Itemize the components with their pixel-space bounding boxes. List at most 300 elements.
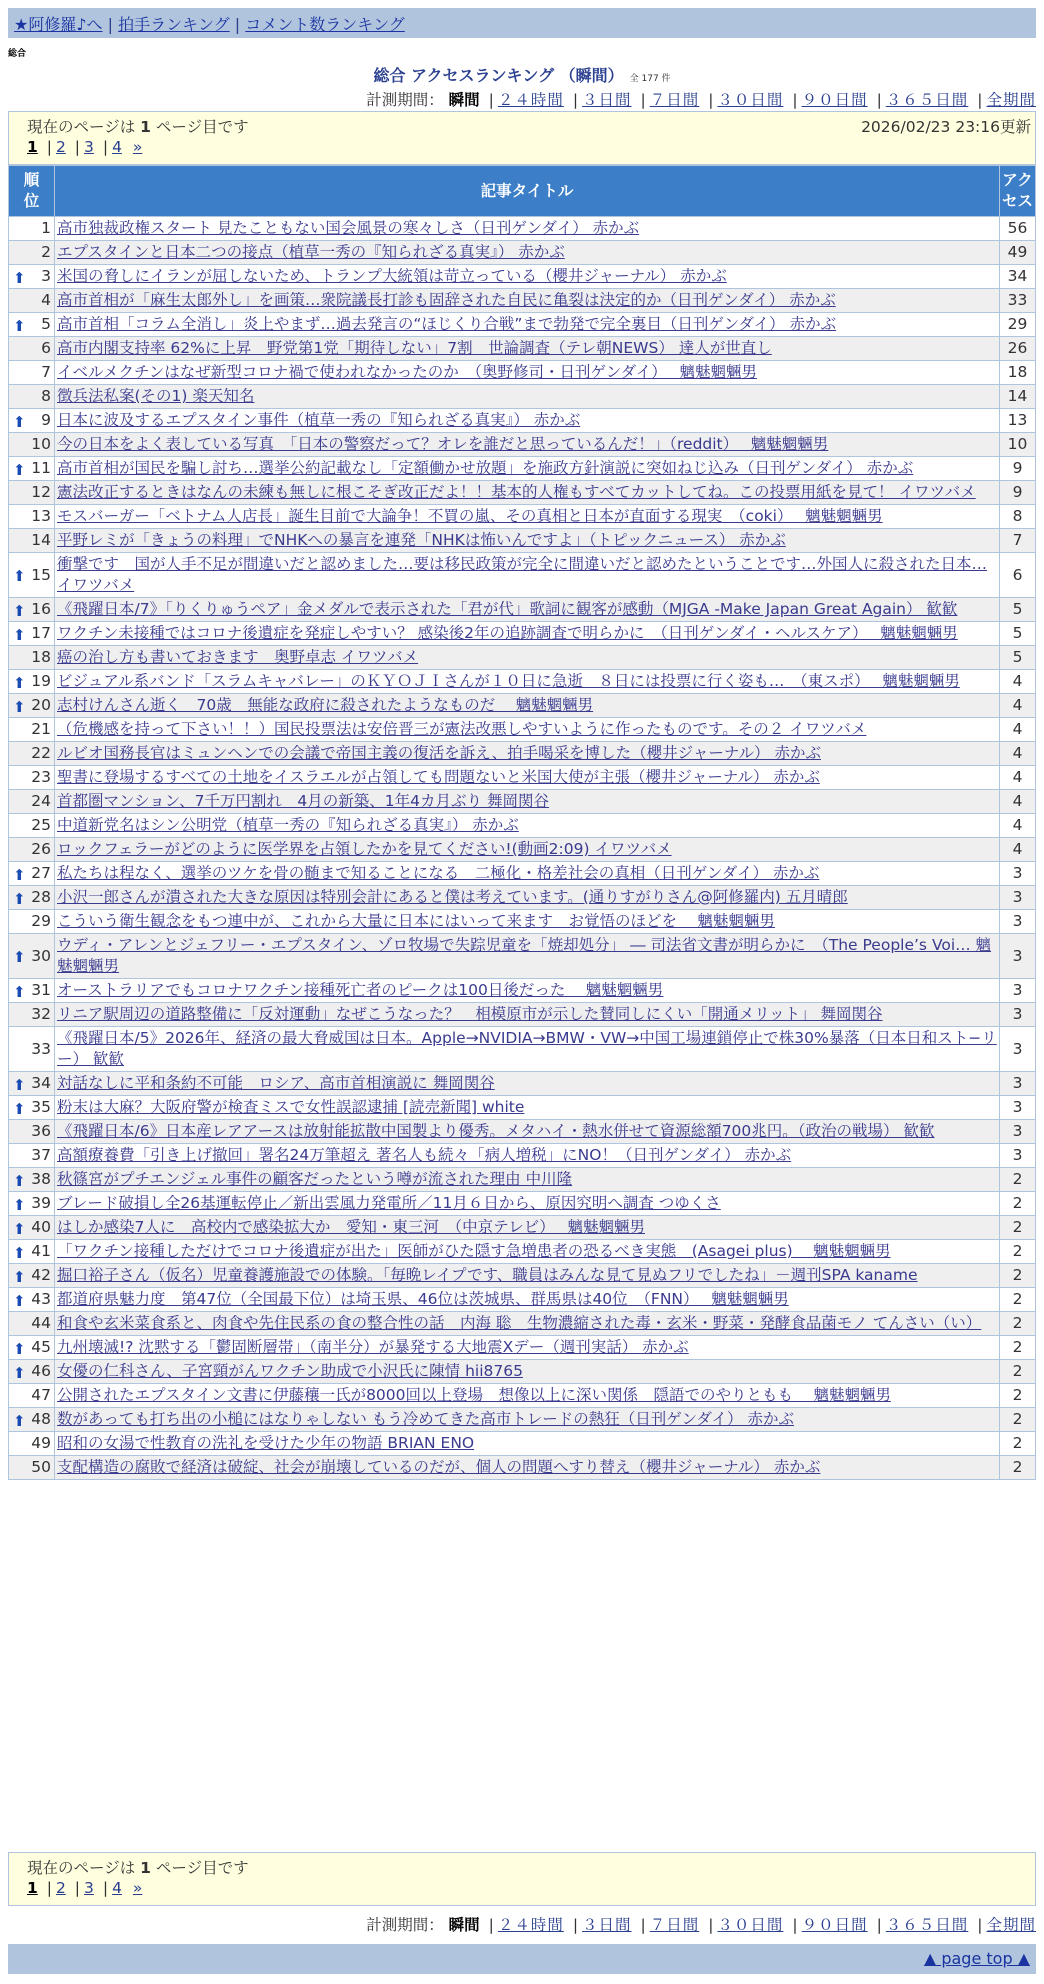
period-link-7d[interactable]: ７日間 [649, 1916, 700, 1934]
rank-cell [9, 622, 55, 646]
article-title-link[interactable]: 志村けんさん逝く 70歳 無能な政府に殺されたようなものだ 魑魅魍魎男 [57, 696, 594, 714]
nav-link-comment-ranking[interactable]: コメント数ランキング [245, 15, 405, 34]
title-cell [55, 1168, 1000, 1192]
rank-up-arrow-icon: ⬆ [13, 948, 26, 966]
article-title-link[interactable]: 首都圏マンション、7千万円割れ 4月の新築、1年4カ月ぶり 舞岡関谷 [57, 792, 549, 810]
article-title-link[interactable]: 私たちは程なく、選挙のツケを骨の髄まで知ることになる 二極化・格差社会の真相（日刊ゲンダイ） 赤かぶ [57, 864, 820, 882]
access-count: 2 [1000, 1264, 1036, 1288]
article-title-link[interactable]: 徴兵法私案(その1) 楽天知名 [57, 387, 255, 405]
table-row [9, 217, 1036, 241]
rank-number: 46 [31, 1362, 51, 1380]
title-cell [55, 1003, 1000, 1027]
rank-number: 28 [31, 888, 51, 906]
page-info-top [8, 111, 1036, 165]
rank-cell [9, 409, 55, 433]
table-row [9, 838, 1036, 862]
access-count: 3 [1000, 1072, 1036, 1096]
access-count: 3 [1000, 886, 1036, 910]
rank-up-arrow-icon: ⬆ [13, 625, 26, 644]
table-row [9, 766, 1036, 790]
rank-number: 16 [31, 600, 51, 618]
title-cell [55, 1192, 1000, 1216]
rank-cell [9, 1120, 55, 1144]
title-cell [55, 814, 1000, 838]
rank-number: 41 [31, 1242, 51, 1260]
rank-cell [9, 289, 55, 313]
title-cell [55, 553, 1000, 598]
pager-current: 1 [27, 138, 38, 156]
article-title-link[interactable]: 憲法改正するときはなんの未練も無しに根こそぎ改正だよ！！基本的人権もすべてカットしてね。この投票用紙を見て！ イワツバメ [57, 483, 976, 501]
rank-cell [9, 766, 55, 790]
rank-up-arrow-icon: ⬆ [13, 1195, 26, 1214]
pager-link-4[interactable]: 4 [112, 138, 122, 156]
rank-number: 14 [31, 531, 51, 549]
title-cell [55, 529, 1000, 553]
rank-cell [9, 361, 55, 385]
table-row [9, 433, 1036, 457]
table-row [9, 1003, 1036, 1027]
article-title-link[interactable]: 高額療養費「引き上げ撤回」署名24万筆超え 著名人も続々「病人増税」にNO！（日刊ゲンダイ） 赤かぶ [57, 1146, 792, 1164]
article-title-link[interactable]: 高市独裁政権スタート 見たこともない国会風景の寒々しさ（日刊ゲンダイ） 赤かぶ [57, 219, 640, 237]
rank-number: 19 [31, 672, 51, 690]
access-count: 10 [1000, 433, 1036, 457]
rank-up-arrow-icon: ⬆ [13, 1267, 26, 1286]
article-title-link[interactable]: リニア駅周辺の道路整備に「反対運動」なぜこうなった？ 相模原市が示した賛同しにくい「開通メリット」 舞岡関谷 [57, 1005, 883, 1023]
rank-number: 3 [41, 267, 51, 285]
article-title-link[interactable]: 九州壊滅!? 沈黙する「鬱固断層帯」（南半分）が暴発する大地震Xデー（週刊実話） 赤かぶ [57, 1338, 689, 1356]
section-label: 総合 [8, 49, 27, 59]
rank-number: 4 [41, 291, 51, 309]
article-title-link[interactable]: 癌の治し方も書いておきます 奥野卓志 イワツバメ [57, 648, 419, 666]
pager-link-3[interactable]: 3 [84, 1879, 94, 1897]
access-count: 56 [1000, 217, 1036, 241]
access-count: 4 [1000, 766, 1036, 790]
rank-cell [9, 1216, 55, 1240]
title-cell [55, 886, 1000, 910]
article-title-link[interactable]: 高市首相が国民を騙し討ち…選挙公約記載なし「定額働かせ放題」を施政方針演説に突如ねじ込み（日刊ゲンダイ） 赤かぶ [57, 459, 914, 477]
rank-number: 33 [31, 1039, 51, 1058]
title-cell [55, 1432, 1000, 1456]
period-label: 計測期間： [366, 1916, 444, 1934]
rank-number: 6 [41, 339, 51, 357]
article-title-link[interactable]: はしか感染7人に 高校内で感染拡大か 愛知・東三河 （中京テレビ） 魑魅魍魎男 [57, 1218, 645, 1236]
table-row [9, 646, 1036, 670]
table-row [9, 481, 1036, 505]
rank-number: 31 [31, 981, 51, 999]
rank-cell [9, 1072, 55, 1096]
rank-cell [9, 814, 55, 838]
rank-cell [9, 241, 55, 265]
article-title-link[interactable]: モスバーガー「ベトナム人店長」誕生目前で大論争！不買の嵐、その真相と日本が直面する現実 （coki） 魑魅魍魎男 [57, 507, 883, 525]
col-header-title: 記事タイトル [55, 166, 1000, 217]
rank-number: 48 [31, 1410, 51, 1428]
article-title-link[interactable]: 《飛躍日本/6》日本産レアアースは放射能拡散中国製より優秀。メタハイ・熱水併せて資源総額700兆円。（政治の戦場） 歓歓 [57, 1122, 935, 1140]
article-title-link[interactable]: 掘口裕子さん（仮名）児童養護施設での体験。「毎晩レイプです、職員はみんな見て見ぬフリでしたね」－週刊SPA kaname [57, 1266, 918, 1284]
table-row [9, 409, 1036, 433]
article-title-link[interactable]: ビジュアル系バンド「スラムキャバレー」のＫＹＯＪＩさんが１０日に急逝 ８日には投票に行く姿も… （東スポ） 魑魅魍魎男 [57, 672, 960, 690]
article-title-link[interactable]: 都道府県魅力度 第47位（全国最下位）は埼玉県、46位は茨城県、群馬県は40位 （FNN） 魑魅魍魎男 [57, 1290, 789, 1308]
rank-cell [9, 1192, 55, 1216]
table-row [9, 886, 1036, 910]
pager-next[interactable]: » [132, 138, 143, 156]
rank-cell [9, 1264, 55, 1288]
title-cell [55, 385, 1000, 409]
article-title-link[interactable]: ロックフェラーがどのように医学界を占領したかを見てください!(動画2:09) イワツバメ [57, 840, 672, 858]
title-cell [55, 1240, 1000, 1264]
rank-number: 45 [31, 1338, 51, 1356]
rank-up-arrow-icon: ⬆ [13, 567, 26, 585]
rank-cell [9, 1384, 55, 1408]
period-link-all[interactable]: 全期間 [986, 1916, 1036, 1934]
article-title-link[interactable]: 日本に波及するエプスタイン事件（植草一秀の『知られざる真実』） 赤かぶ [57, 411, 581, 429]
rank-cell [9, 742, 55, 766]
access-count: 3 [1000, 862, 1036, 886]
table-row [9, 742, 1036, 766]
rank-up-arrow-icon: ⬆ [13, 412, 26, 431]
article-title-link[interactable]: 《飛躍日本/5》2026年、経済の最大脅威国は日本。Apple→NVIDIA→BMW・VW→中国工場連鎖停止で株30%暴落（日本日和スト−リー） 歓歓 [57, 1029, 997, 1068]
rank-number: 50 [31, 1458, 51, 1476]
table-row [9, 814, 1036, 838]
access-count: 3 [1000, 1027, 1036, 1072]
period-link-90d[interactable]: ９０日間 [801, 1916, 868, 1934]
table-row [9, 718, 1036, 742]
access-count: 5 [1000, 622, 1036, 646]
table-row [9, 1072, 1036, 1096]
col-header-access: アクセス [1000, 166, 1036, 217]
title-cell [55, 862, 1000, 886]
rank-number: 1 [41, 219, 51, 237]
table-row [9, 265, 1036, 289]
access-count: 9 [1000, 457, 1036, 481]
rank-number: 32 [31, 1005, 51, 1023]
rank-cell [9, 694, 55, 718]
pager-link-3[interactable]: 3 [84, 138, 94, 156]
period-selector-bottom: 計測期間： 瞬間 | ２４時間 | ３日間 | ７日間 | ３０日間 | ９０日間 | ３６５日間 | 全期間 [366, 1916, 1036, 1934]
article-title-link[interactable]: ルビオ国務長官はミュンヘンでの会議で帝国主義の復活を訴え、拍手喝采を博した（櫻井ジャーナル） 赤かぶ [57, 744, 821, 762]
table-row [9, 337, 1036, 361]
pager-link-2[interactable]: 2 [55, 138, 66, 156]
nav-link-asyura[interactable]: ★阿修羅♪へ [14, 15, 103, 34]
access-count: 2 [1000, 1336, 1036, 1360]
rank-cell [9, 598, 55, 622]
rank-number: 21 [31, 720, 51, 738]
table-row [9, 1192, 1036, 1216]
article-title-link[interactable]: こういう衛生観念をもつ連中が、これから大量に日本にはいって来ます お覚悟のほどを 魑魅魍魎男 [57, 912, 775, 930]
title-cell [55, 1264, 1000, 1288]
rank-number: 43 [31, 1290, 51, 1308]
updated-timestamp: 2026/02/23 23:16更新 [861, 118, 1031, 136]
rank-cell [9, 457, 55, 481]
article-title-link[interactable]: ウディ・アレンとジェフリー・エプスタイン、ゾロ牧場で失踪児童を「焼却処分」 ― 司法省文書が明らかに （The People’s Voi… 魑魅魍魎男 [57, 936, 992, 975]
access-count: 29 [1000, 313, 1036, 337]
article-title-link[interactable]: オーストラリアでもコロナワクチン接種死亡者のピークは100日後だった 魑魅魍魎男 [57, 981, 664, 999]
table-row [9, 1264, 1036, 1288]
rank-up-arrow-icon: ⬆ [13, 1099, 26, 1118]
rank-cell [9, 979, 55, 1003]
article-title-link[interactable]: イベルメクチンはなぜ新型コロナ禍で使われなかったのか （奥野修司・日刊ゲンダイ） 魑魅魍魎男 [57, 363, 757, 381]
title-cell [55, 1096, 1000, 1120]
title-cell [55, 1027, 1000, 1072]
rank-up-arrow-icon: ⬆ [13, 673, 26, 692]
rank-number: 11 [31, 459, 51, 477]
period-selector-top: 計測期間： 瞬間 | ２４時間 | ３日間 | ７日間 | ３０日間 | ９０日間 | ３６５日間 | 全期間 [366, 91, 1036, 109]
article-title-link[interactable]: 昭和の女湯で性教育の洗礼を受けた少年の物語 BRIAN ENO [57, 1434, 475, 1452]
access-count: 3 [1000, 1120, 1036, 1144]
access-count: 26 [1000, 337, 1036, 361]
title-cell [55, 409, 1000, 433]
access-count: 5 [1000, 598, 1036, 622]
title-cell [55, 265, 1000, 289]
access-count: 3 [1000, 910, 1036, 934]
bottom-bar [8, 1944, 1036, 1974]
ranking-table-body [9, 217, 1036, 1480]
rank-up-arrow-icon: ⬆ [13, 982, 26, 1001]
article-title-link[interactable]: 聖書に登場するすべての土地をイスラエルが占領しても問題ないと米国大使が主張（櫻井ジャーナル） 赤かぶ [57, 768, 820, 786]
article-title-link[interactable]: 数があっても打ち出の小槌にはなりゃしない もう冷めてきた高市トレードの熱狂（日刊ゲンダイ） 赤かぶ [57, 1410, 794, 1428]
title-cell [55, 934, 1000, 979]
rank-cell [9, 646, 55, 670]
article-title-link[interactable]: 米国の脅しにイランが屈しないため、トランプ大統領は苛立っている（櫻井ジャーナル） 赤かぶ [57, 267, 727, 285]
table-row [9, 1120, 1036, 1144]
access-count: 2 [1000, 1360, 1036, 1384]
rank-number: 27 [31, 864, 51, 882]
title-cell [55, 289, 1000, 313]
title-cell [55, 1360, 1000, 1384]
access-count: 2 [1000, 1192, 1036, 1216]
table-row [9, 241, 1036, 265]
rank-up-arrow-icon: ⬆ [13, 1291, 26, 1310]
rank-up-arrow-icon: ⬆ [13, 697, 26, 716]
rank-cell [9, 1456, 55, 1480]
page-info-bottom [8, 1852, 1036, 1906]
access-count: 8 [1000, 505, 1036, 529]
rank-cell [9, 1360, 55, 1384]
period-link-30d[interactable]: ３０日間 [717, 91, 784, 109]
access-count: 2 [1000, 1288, 1036, 1312]
table-row [9, 1432, 1036, 1456]
rank-cell [9, 1168, 55, 1192]
access-count: 49 [1000, 241, 1036, 265]
period-link-365d[interactable]: ３６５日間 [885, 91, 969, 109]
period-label: 計測期間： [366, 91, 444, 109]
article-title-link[interactable]: 高市首相が「麻生太郎外し」を画策…衆院議長打診も固辞された自民に亀裂は決定的か（日刊ゲンダイ） 赤かぶ [57, 291, 836, 309]
pager-next[interactable]: » [132, 1879, 143, 1897]
article-title-link[interactable]: 粉末は大麻？大阪府警が検査ミスで女性誤認逮捕 [読売新聞] white [57, 1098, 525, 1116]
period-link-all[interactable]: 全期間 [986, 91, 1036, 109]
ranking-table [8, 165, 1036, 1480]
article-title-link[interactable]: （危機感を持って下さい！！）国民投票法は安倍晋三が憲法改悪しやすいように作ったものです。その２ イワツバメ [57, 720, 867, 738]
access-count: 3 [1000, 1003, 1036, 1027]
rank-cell [9, 1003, 55, 1027]
title-cell [55, 598, 1000, 622]
article-title-link[interactable]: ワクチン未接種ではコロナ後遺症を発症しやすい？ 感染後2年の追跡調査で明らかに （日刊ゲンダイ・ヘルスケア） 魑魅魍魎男 [57, 624, 958, 642]
article-title-link[interactable]: 和食や玄米菜食系と、肉食や先住民系の食の整合性の話 内海 聡 生物濃縮された毒・玄米・野菜・発酵食品菌モノ てんさい（い） [57, 1314, 982, 1332]
table-row [9, 694, 1036, 718]
rank-number: 36 [31, 1122, 51, 1140]
rank-number: 12 [31, 483, 51, 501]
rank-number: 23 [31, 768, 51, 786]
access-count: 33 [1000, 289, 1036, 313]
period-link-24h[interactable]: ２４時間 [497, 1916, 564, 1934]
table-row [9, 457, 1036, 481]
rank-number: 25 [31, 816, 51, 834]
period-link-24h[interactable]: ２４時間 [497, 91, 564, 109]
article-title-link[interactable]: 支配構造の腐敗で経済は破綻、社会が崩壊しているのだが、個人の問題へすり替え（櫻井ジャーナル） 赤かぶ [57, 1458, 821, 1476]
table-row [9, 529, 1036, 553]
period-link-3d[interactable]: ３日間 [582, 91, 632, 109]
rank-number: 39 [31, 1194, 51, 1212]
rank-cell [9, 1336, 55, 1360]
rank-number: 7 [41, 363, 51, 381]
title-cell [55, 694, 1000, 718]
period-current: 瞬間 [448, 1916, 480, 1934]
rank-number: 20 [31, 696, 51, 714]
rank-cell [9, 529, 55, 553]
rank-number: 9 [41, 411, 51, 429]
table-row [9, 1240, 1036, 1264]
rank-cell [9, 1240, 55, 1264]
rank-number: 10 [31, 435, 51, 453]
access-count: 4 [1000, 742, 1036, 766]
title-cell [55, 505, 1000, 529]
rank-number: 40 [31, 1218, 51, 1236]
rank-cell [9, 385, 55, 409]
table-row [9, 385, 1036, 409]
page-info-text: 現在のページは 1 ページ目です [27, 118, 249, 136]
rank-up-arrow-icon: ⬆ [13, 1243, 26, 1262]
rank-cell [9, 505, 55, 529]
access-count: 2 [1000, 1240, 1036, 1264]
article-title-link[interactable]: 衝撃です 国が人手不足が間違いだと認めました…要は移民政策が完全に間違いだと認めたということです…外国人に殺された日本… イワツバメ [57, 555, 988, 594]
title-cell [55, 622, 1000, 646]
access-count: 4 [1000, 838, 1036, 862]
period-link-365d[interactable]: ３６５日間 [885, 1916, 969, 1934]
table-row [9, 1096, 1036, 1120]
rank-up-arrow-icon: ⬆ [13, 316, 26, 335]
access-count: 5 [1000, 646, 1036, 670]
rank-cell [9, 217, 55, 241]
period-link-3d[interactable]: ３日間 [582, 1916, 632, 1934]
table-header-row [9, 166, 1036, 217]
pager-link-4[interactable]: 4 [112, 1879, 122, 1897]
rank-cell [9, 1312, 55, 1336]
rank-cell [9, 265, 55, 289]
access-count: 2 [1000, 1408, 1036, 1432]
rank-number: 13 [31, 507, 51, 525]
article-title-link[interactable]: 高市首相「コラム全消し」炎上やまず…過去発言の“ほじくり合戦”まで勃発で完全裏目（日刊ゲンダイ） 赤かぶ [57, 315, 837, 333]
title-cell [55, 337, 1000, 361]
title-cell [55, 766, 1000, 790]
access-count: 4 [1000, 814, 1036, 838]
table-row [9, 313, 1036, 337]
article-title-link[interactable]: 「ワクチン接種しただけでコロナ後遺症が出た」医師がひた隠す急増患者の恐るべき実態 (Asagei plus) 魑魅魍魎男 [57, 1242, 891, 1260]
rank-cell [9, 862, 55, 886]
rank-cell [9, 1027, 55, 1072]
access-count: 2 [1000, 1216, 1036, 1240]
table-row [9, 289, 1036, 313]
access-count: 6 [1000, 553, 1036, 598]
rank-up-arrow-icon: ⬆ [13, 865, 26, 884]
table-row [9, 1456, 1036, 1480]
rank-cell [9, 313, 55, 337]
period-link-7d[interactable]: ７日間 [649, 91, 700, 109]
article-title-link[interactable]: エプスタインと日本二つの接点（植草一秀の『知られざる真実』） 赤かぶ [57, 243, 565, 261]
table-row [9, 505, 1036, 529]
pager-link-2[interactable]: 2 [55, 1879, 66, 1897]
table-row [9, 598, 1036, 622]
title-cell [55, 433, 1000, 457]
title-cell [55, 1456, 1000, 1480]
rank-number: 24 [31, 792, 51, 810]
table-row [9, 670, 1036, 694]
access-count: 7 [1000, 529, 1036, 553]
rank-number: 44 [31, 1314, 51, 1332]
access-count: 2 [1000, 1168, 1036, 1192]
table-row [9, 1312, 1036, 1336]
page-top-link[interactable]: ▲ page top ▲ [923, 1949, 1030, 1968]
table-row [9, 979, 1036, 1003]
article-title-link[interactable]: 小沢一郎さんが潰された大きな原因は特別会計にあると僕は考えています。(通りすがりさん@阿修羅内) 五月晴郎 [57, 888, 848, 906]
nav-separator: | [107, 15, 119, 34]
article-title-link[interactable]: 今の日本をよく表している写真 「日本の警察だって？オレを誰だと思っているんだ！」（reddit） 魑魅魍魎男 [57, 435, 829, 453]
rank-number: 42 [31, 1266, 51, 1284]
article-title-link[interactable]: 秋篠宮がプチエンジェル事件の顧客だったという噂が流された理由 中川隆 [57, 1170, 573, 1188]
table-row [9, 1288, 1036, 1312]
rank-up-arrow-icon: ⬆ [13, 1411, 26, 1430]
article-title-link[interactable]: 女優の仁科さん、子宮頸がんワクチン助成で小沢氏に陳情 hii8765 [57, 1362, 523, 1380]
title-cell [55, 718, 1000, 742]
title-cell [55, 838, 1000, 862]
nav-link-applause-ranking[interactable]: 拍手ランキング [118, 15, 230, 34]
access-count: 4 [1000, 790, 1036, 814]
rank-cell [9, 838, 55, 862]
title-cell [55, 1408, 1000, 1432]
table-row [9, 790, 1036, 814]
article-title-link[interactable]: 公開されたエプスタイン文書に伊藤穰一氏が8000回以上登場 想像以上に深い関係 隠語でのやりともも 魑魅魍魎男 [57, 1386, 891, 1404]
title-cell [55, 217, 1000, 241]
article-title-link[interactable]: 平野レミが「きょうの料理」でNHKへの暴言を連発「NHKは怖いんですよ」（トピックニュース） 赤かぶ [57, 531, 786, 549]
period-link-90d[interactable]: ９０日間 [801, 91, 868, 109]
access-count: 3 [1000, 979, 1036, 1003]
access-count: 18 [1000, 361, 1036, 385]
rank-number: 47 [31, 1386, 51, 1404]
page-title [0, 63, 1044, 86]
table-row [9, 1384, 1036, 1408]
period-link-30d[interactable]: ３０日間 [717, 1916, 784, 1934]
article-title-link[interactable]: 高市内閣支持率 62%に上昇 野党第1党「期待しない」7割 世論調査（テレ朝NEWS） 達人が世直し [57, 339, 772, 357]
title-cell [55, 1144, 1000, 1168]
access-count: 4 [1000, 718, 1036, 742]
article-title-link[interactable]: 対話なしに平和条約不可能 ロシア、高市首相演説に 舞岡関谷 [57, 1074, 495, 1092]
rank-cell [9, 1408, 55, 1432]
rank-cell [9, 1288, 55, 1312]
table-row [9, 361, 1036, 385]
title-cell [55, 910, 1000, 934]
rank-number: 26 [31, 840, 51, 858]
access-count: 13 [1000, 409, 1036, 433]
title-cell [55, 1384, 1000, 1408]
table-row [9, 1216, 1036, 1240]
article-title-link[interactable]: ブレード破損し全26基運転停止／新出雲風力発電所／11月６日から、原因究明へ調査 つゆくさ [57, 1194, 721, 1212]
access-count: 3 [1000, 1096, 1036, 1120]
title-cell [55, 241, 1000, 265]
article-title-link[interactable]: 中道新党名はシン公明党（植草一秀の『知られざる真実』） 赤かぶ [57, 816, 519, 834]
title-cell [55, 742, 1000, 766]
top-nav-bar [8, 8, 1036, 38]
rank-cell [9, 433, 55, 457]
article-title-link[interactable]: 《飛躍日本/7》「りくりゅうペア」金メダルで表示された「君が代」歌詞に観客が感動（MJGA -Make Japan Great Again） 歓歓 [57, 600, 958, 618]
rank-number: 34 [31, 1074, 51, 1092]
